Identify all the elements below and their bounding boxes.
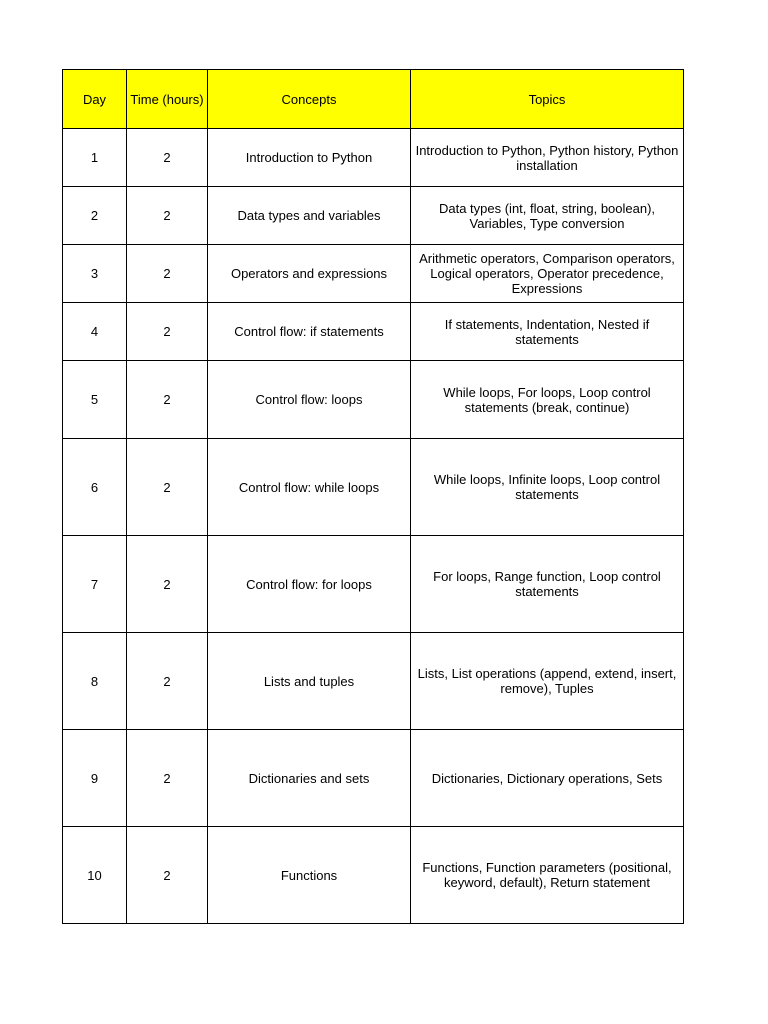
cell-concept: Lists and tuples (208, 633, 411, 730)
cell-topics: While loops, Infinite loops, Loop control statements (411, 439, 684, 536)
cell-day: 7 (63, 536, 127, 633)
cell-time: 2 (127, 303, 208, 361)
header-day: Day (63, 70, 127, 129)
python-schedule-table (62, 69, 684, 924)
table-row (63, 633, 684, 730)
header-topics: Topics (411, 70, 684, 129)
cell-time: 2 (127, 245, 208, 303)
cell-topics: If statements, Indentation, Nested if statements (411, 303, 684, 361)
cell-time: 2 (127, 129, 208, 187)
cell-topics: Lists, List operations (append, extend, insert, remove), Tuples (411, 633, 684, 730)
cell-concept: Introduction to Python (208, 129, 411, 187)
table-body (63, 129, 684, 924)
header-time: Time (hours) (127, 70, 208, 129)
table-row (63, 361, 684, 439)
cell-concept: Data types and variables (208, 187, 411, 245)
cell-concept: Control flow: for loops (208, 536, 411, 633)
cell-day: 9 (63, 730, 127, 827)
cell-concept: Control flow: loops (208, 361, 411, 439)
cell-concept: Control flow: if statements (208, 303, 411, 361)
table-row (63, 245, 684, 303)
table-row (63, 129, 684, 187)
table-header (63, 70, 684, 129)
cell-concept: Functions (208, 827, 411, 924)
table-row (63, 536, 684, 633)
cell-topics: Data types (int, float, string, boolean), Variables, Type conversion (411, 187, 684, 245)
cell-topics: Introduction to Python, Python history, Python installation (411, 129, 684, 187)
table-row (63, 730, 684, 827)
cell-time: 2 (127, 361, 208, 439)
cell-topics: Arithmetic operators, Comparison operators, Logical operators, Operator precedence, Expressions (411, 245, 684, 303)
cell-day: 5 (63, 361, 127, 439)
table-row (63, 303, 684, 361)
cell-topics: For loops, Range function, Loop control statements (411, 536, 684, 633)
cell-time: 2 (127, 439, 208, 536)
header-row (63, 70, 684, 129)
cell-time: 2 (127, 536, 208, 633)
cell-concept: Control flow: while loops (208, 439, 411, 536)
table-row (63, 187, 684, 245)
cell-concept: Dictionaries and sets (208, 730, 411, 827)
cell-day: 3 (63, 245, 127, 303)
cell-day: 4 (63, 303, 127, 361)
table-row (63, 439, 684, 536)
table-row (63, 827, 684, 924)
cell-time: 2 (127, 187, 208, 245)
header-concepts: Concepts (208, 70, 411, 129)
cell-topics: Dictionaries, Dictionary operations, Sets (411, 730, 684, 827)
cell-concept: Operators and expressions (208, 245, 411, 303)
cell-day: 8 (63, 633, 127, 730)
cell-day: 2 (63, 187, 127, 245)
cell-day: 10 (63, 827, 127, 924)
cell-time: 2 (127, 730, 208, 827)
cell-day: 6 (63, 439, 127, 536)
cell-day: 1 (63, 129, 127, 187)
cell-time: 2 (127, 827, 208, 924)
cell-time: 2 (127, 633, 208, 730)
cell-topics: Functions, Function parameters (positional, keyword, default), Return statement (411, 827, 684, 924)
cell-topics: While loops, For loops, Loop control statements (break, continue) (411, 361, 684, 439)
